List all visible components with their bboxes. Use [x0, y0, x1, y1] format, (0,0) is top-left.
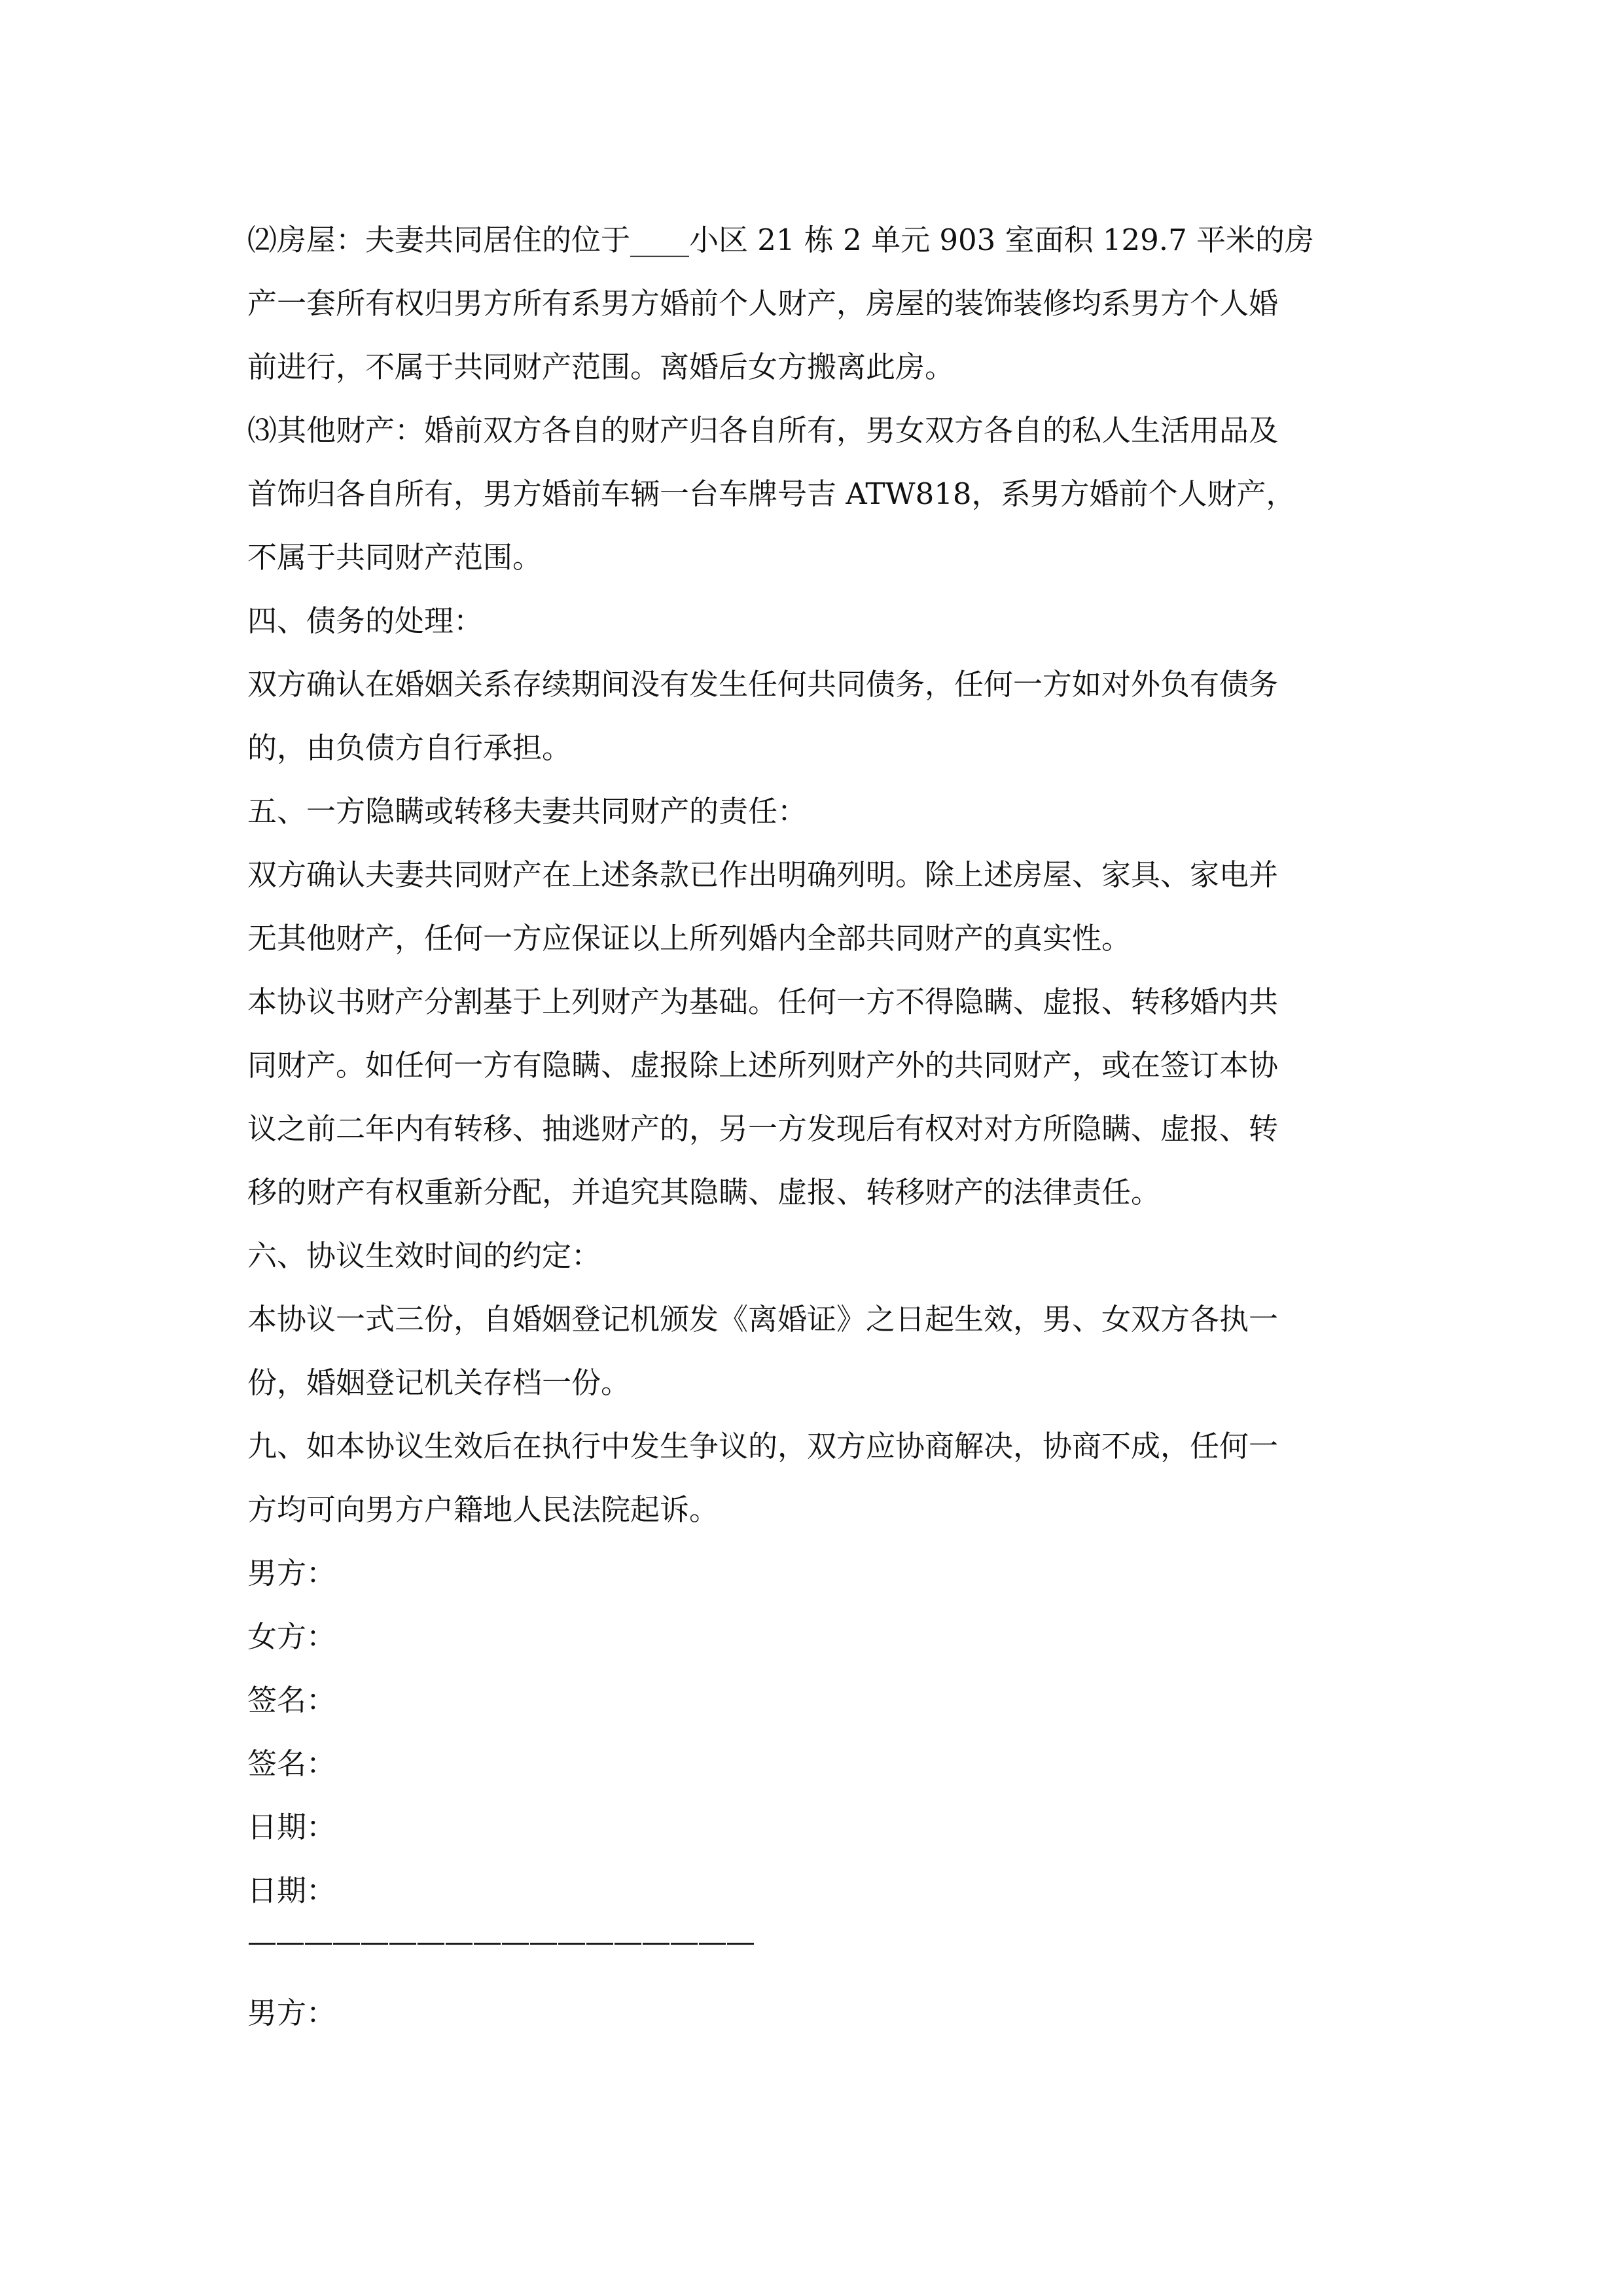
other-property-line-1: ⑶其他财产：婚前双方各自的财产归各自所有，男女双方各自的私人生活用品及	[247, 413, 1279, 448]
debt-line-1: 双方确认在婚姻关系存续期间没有发生任何共同债务，任何一方如对外负有债务	[247, 667, 1279, 702]
conceal-a-line-2: 无其他财产，任何一方应保证以上所列婚内全部共同财产的真实性。	[247, 921, 1132, 956]
conceal-b-line-4: 移的财产有权重新分配，并追究其隐瞒、虚报、转移财产的法律责任。	[247, 1175, 1161, 1210]
signature-label-1: 签名：	[247, 1683, 336, 1717]
female-party-label: 女方：	[247, 1619, 336, 1654]
debt-line-2: 的，由负债方自行承担。	[247, 730, 572, 765]
dispute-line-1: 九、如本协议生效后在执行中发生争议的，双方应协商解决，协商不成，任何一	[247, 1429, 1279, 1463]
house-clause-line-2: 产一套所有权归男方所有系男方婚前个人财产，房屋的装饰装修均系男方个人婚	[247, 286, 1279, 321]
effect-line-2: 份，婚姻登记机关存档一份。	[247, 1365, 631, 1400]
document-body	[247, 208, 1386, 2045]
conceal-b-line-1: 本协议书财产分割基于上列财产为基础。任何一方不得隐瞒、虚报、转移婚内共	[247, 984, 1279, 1019]
conceal-b-line-3: 议之前二年内有转移、抽逃财产的，另一方发现后有权对对方所隐瞒、虚报、转	[247, 1111, 1279, 1146]
dispute-line-2: 方均可向男方户籍地人民法院起诉。	[247, 1492, 719, 1527]
date-label-2: 日期：	[247, 1873, 336, 1908]
male-party-label: 男方：	[247, 1556, 336, 1590]
debt-heading: 四、债务的处理：	[247, 603, 484, 638]
signature-label-2: 签名：	[247, 1746, 336, 1781]
conceal-heading: 五、一方隐瞒或转移夫妻共同财产的责任：	[247, 794, 808, 829]
house-clause-line-1: ⑵房屋：夫妻共同居住的位于____小区 21 栋 2 单元 903 室面积 129.7 平米的房	[247, 223, 1315, 257]
conceal-b-line-2: 同财产。如任何一方有隐瞒、虚报除上述所列财产外的共同财产，或在签订本协	[247, 1048, 1279, 1083]
other-property-line-2: 首饰归各自所有，男方婚前车辆一台车牌号吉 ATW818，系男方婚前个人财产，	[247, 476, 1296, 511]
effect-line-1: 本协议一式三份，自婚姻登记机颁发《离婚证》之日起生效，男、女双方各执一	[247, 1302, 1279, 1336]
section-divider: ——————————————————	[247, 1924, 754, 1959]
date-label-1: 日期：	[247, 1810, 336, 1844]
house-clause-line-3: 前进行，不属于共同财产范围。离婚后女方搬离此房。	[247, 350, 955, 384]
conceal-a-line-1: 双方确认夫妻共同财产在上述条款已作出明确列明。除上述房屋、家具、家电并	[247, 857, 1279, 892]
effect-heading: 六、协议生效时间的约定：	[247, 1238, 601, 1273]
other-property-line-3: 不属于共同财产范围。	[247, 540, 543, 575]
next-male-party-label: 男方：	[247, 1996, 336, 2030]
